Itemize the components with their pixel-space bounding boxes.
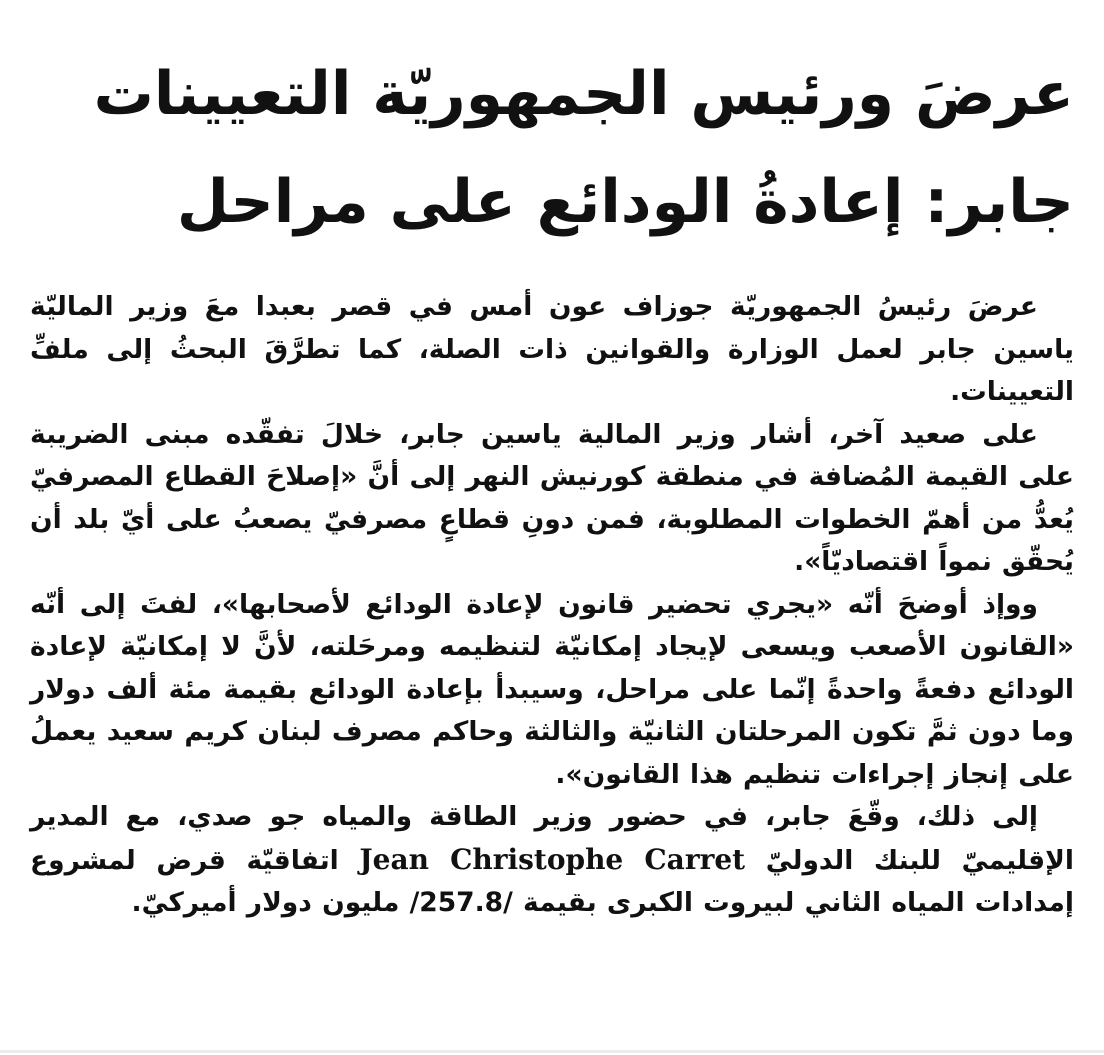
paragraph-2: على صعيد آخر، أشار وزير المالية ياسين جابر، خلالَ تفقّده مبنى الضريبة على القيمة المُضافة في منطقة كورنيش النهر إلى أنَّ «إصلاحَ القطاع المصرفيّ يُعدُّ من أهمّ الخطوات المطلوبة، فمن دونِ قطاعٍ مصرفيّ يصعبُ على أيّ بلد أن يُحقّق نمواً اقتصاديّاً». bbox=[30, 418, 1074, 577]
paragraph-4-text-start: إلى ذلك، وقّعَ جابر، في حضور وزير الطاقة والمياه جو صدي، مع المدير الإقليميّ للبنك الدوليّ bbox=[30, 801, 1074, 876]
page-bottom-rule bbox=[0, 1050, 1104, 1053]
paragraph-1: عرضَ رئيسُ الجمهوريّة جوزاف عون أمس في قصر بعبدا معَ وزير الماليّة ياسين جابر لعمل الوزارة والقوانين ذات الصلة، كما تطرَّقَ البحثُ إلى ملفِّ التعيينات. bbox=[30, 291, 1074, 407]
paragraph-4-text-end: اتفاقيّة قرض لمشروع إمدادات المياه الثاني لبيروت الكبرى بقيمة /257.8/ مليون دولار أميركيّ. bbox=[30, 844, 1074, 918]
paragraph-3: ووإذ أوضحَ أنّه «يجري تحضير قانون لإعادة الودائع لأصحابها»، لفتَ إلى أنّه «القانون الأصعب ويسعى لإيجاد إمكانيّة لتنظيمه ومرحَلته، لأنَّ لا إمكانيّة لإعادة الودائع دفعةً واحدةً إنّما على مراحل، وسيبدأ بإعادة الودائع بقيمة مئة ألف دولار وما دون ثمَّ تكون المرحلتان الثانيّة والثالثة وحاكم مصرف لبنان كريم سعيد يعملُ على إنجاز إجراءات تنظيم هذا القانون». bbox=[30, 588, 1074, 790]
headline bbox=[30, 40, 1074, 256]
paragraph-4 bbox=[30, 796, 1074, 925]
article-body bbox=[30, 286, 1074, 925]
headline-line-1: عرضَ ورئيس الجمهوريّة التعيينات bbox=[93, 59, 1074, 129]
person-name-latin: Jean Christophe Carret bbox=[359, 842, 746, 876]
news-article bbox=[30, 40, 1074, 925]
headline-line-2: جابر: إعادةُ الودائع على مراحل bbox=[176, 167, 1074, 237]
